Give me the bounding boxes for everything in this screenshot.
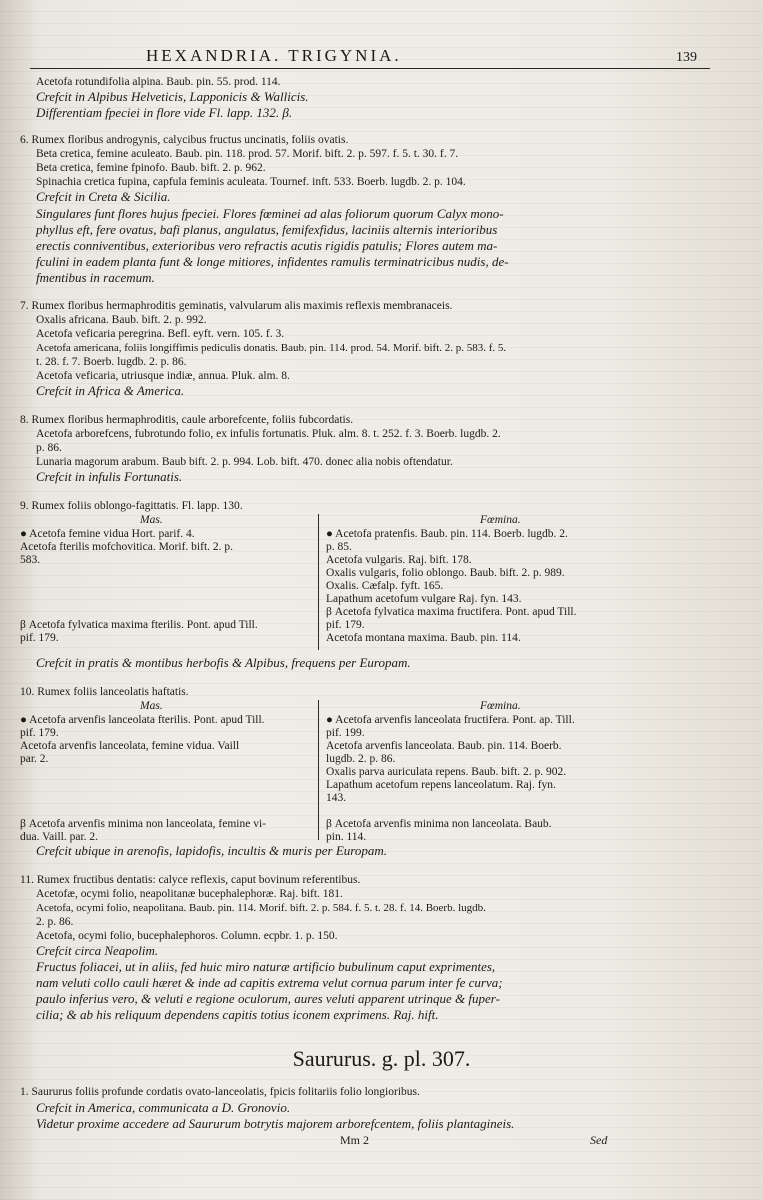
crescit-line: Crefcit in infulis Fortunatis. (36, 469, 183, 484)
foemina-entry: pif. 179. (326, 619, 365, 631)
mas-entry (20, 567, 310, 580)
foemina-entry: Oxalis parva auriculata repens. Baub. bift. 2. p. 902. (326, 766, 567, 778)
running-title: HEXANDRIA. TRIGYNIA. (146, 46, 402, 65)
foemina-entry: pin. 114. (326, 831, 367, 843)
description-line: Fructus foliacei, ut in aliis, fed huic miro naturæ artificio bubulinum caput exprimentes, (36, 959, 496, 974)
description-line: fculini in eadem planta funt & longe mitiores, infidentes ramulis terminatricibus nudis, de- (36, 254, 509, 269)
foemina-entry: ● Acetofa pratenfis. Baub. pin. 114. Boerb. lugdb. 2. (326, 528, 568, 540)
mas-entry (20, 792, 312, 805)
species-heading: 1. Saururus foliis profunde cordatis ovato-lanceolatis, fpicis folitariis folio longioribus. (20, 1086, 420, 1098)
signature-mark: Mm 2 (340, 1133, 370, 1147)
species-heading: 7. Rumex floribus hermaphroditis geminatis, valvularum alis maximis reflexis membranaceis. (20, 300, 453, 312)
running-header (0, 44, 763, 70)
synonym-line: Oxalis africana. Baub. bift. 2. p. 992. (36, 314, 207, 326)
foemina-entry: Acetofa montana maxima. Baub. pin. 114. (326, 632, 521, 644)
foemina-entry: β Acetofa arvenfis minima non lanceolata. Baub. (326, 818, 552, 830)
mas-entry: Acetofa fterilis mofchovitica. Morif. bift. 2. p. (20, 541, 234, 553)
description-line: cilia; & ab his reliquum dependens capitis totius iconem exprimens. Raj. hift. (36, 1007, 439, 1022)
synonym-line: Spinachia cretica fupina, capfula feminis aculeata. Tournef. inft. 533. Boerb. lugdb. 2. p. 104. (36, 176, 466, 188)
crescit-line: Crefcit in America, communicata a D. Gronovio. (36, 1100, 291, 1115)
synonym-line: Acetofa veficaria peregrina. Befl. eyft. vern. 105. f. 3. (36, 328, 285, 340)
mas-label: Mas. (140, 514, 163, 526)
species-heading: 10. Rumex foliis lanceolatis haftatis. (20, 686, 189, 698)
crescit-line: Crefcit in Africa & America. (36, 383, 185, 398)
foemina-entry: Acetofa arvenfis lanceolata. Baub. pin. 114. Boerb. (326, 740, 562, 752)
description-line: erectis conniventibus, exterioribus vero refractis acutis rigidis patulis; Flores autem ma- (36, 238, 498, 253)
synonym-line: Beta cretica, femine aculeato. Baub. pin. 118. prod. 57. Morif. bift. 2. p. 597. f. 5. t. 30. f. 7. (36, 148, 459, 160)
text-line: Acetofa rotundifolia alpina. Baub. pin. 55. prod. 114. (36, 76, 281, 88)
mas-entry (20, 606, 310, 619)
mas-entry: ● Acetofa femine vidua Hort. parif. 4. (20, 528, 195, 540)
mas-entry (20, 766, 312, 779)
foemina-entry (326, 805, 746, 818)
mas-entry (20, 779, 312, 792)
synonym-line: Acetofa, ocymi folio, neapolitana. Baub. pin. 114. Morif. bift. 2. p. 584. f. 5. t. 28. f. 14. Boerb. lugdb. (36, 902, 486, 914)
species-heading: 9. Rumex foliis oblongo-fagittatis. Fl. lapp. 130. (20, 500, 243, 512)
description-line: Videtur proxime accedere ad Saururum botrytis majorem arborefcentem, foliis plantagineis. (36, 1116, 515, 1131)
description-line: nam veluti collo cauli hæret & inde ad capitis extrema velut cornua parum inter fe curva; (36, 975, 503, 990)
foemina-entry: β Acetofa fylvatica maxima fructifera. Pont. apud Till. (326, 606, 577, 618)
crescit-line: Crefcit ubique in arenofis, lapidofis, incultis & muris per Europam. (36, 843, 387, 858)
mas-column (20, 528, 310, 645)
mas-entry: β Acetofa fylvatica maxima fterilis. Pont. apud Till. (20, 619, 258, 631)
crescit-line: Crefcit in Alpibus Helveticis, Lapponicis & Wallicis. (36, 89, 309, 104)
synonym-line: Beta cretica, femine fpinofo. Baub. bift. 2. p. 962. (36, 162, 266, 174)
mas-entry: β Acetofa arvenfis minima non lanceolata, femine vi- (20, 818, 266, 830)
foemina-entry: lugdb. 2. p. 86. (326, 753, 396, 765)
text-line: Differentiam fpeciei in flore vide Fl. lapp. 132. β. (36, 105, 293, 120)
synonym-line: Acetofa, ocymi folio, bucephalephoros. Column. ecpbr. 1. p. 150. (36, 930, 338, 942)
foemina-entry: Lapathum acetofum vulgare Raj. fyn. 143. (326, 593, 522, 605)
mas-column (20, 714, 312, 844)
synonym-line: Acetofa arborefcens, fubrotundo folio, ex infulis fortunatis. Pluk. alm. 8. t. 252. f. 3. Boerb. lugdb. 2. (36, 428, 501, 440)
mas-entry: pif. 179. (20, 727, 59, 739)
mas-entry: par. 2. (20, 753, 49, 765)
mas-entry: dua. Vaill. par. 2. (20, 831, 99, 843)
foemina-entry: Oxalis vulgaris, folio oblongo. Baub. bift. 2. p. 989. (326, 567, 565, 579)
mas-entry (20, 580, 310, 593)
species-heading: 11. Rumex fructibus dentatis: calyce reflexis, caput bovinum referentibus. (20, 874, 361, 886)
species-heading: 6. Rumex floribus androgynis, calycibus fructus uncinatis, foliis ovatis. (20, 134, 349, 146)
synonym-line: t. 28. f. 7. Boerb. lugdb. 2. p. 86. (36, 356, 187, 368)
synonym-line: Acetofa veficaria, utriusque indiæ, annua. Pluk. alm. 8. (36, 370, 290, 382)
genus-heading: Saururus. g. pl. 307. (292, 1046, 471, 1071)
description-line: Singulares funt flores hujus fpeciei. Flores fœminei ad alas foliorum quorum Calyx mono- (36, 206, 504, 221)
crescit-line: Crefcit circa Neapolim. (36, 943, 159, 958)
description-line: fmentibus in racemum. (36, 270, 155, 285)
column-divider (318, 514, 319, 650)
species-heading: 8. Rumex floribus hermaphroditis, caule arborefcente, foliis fubcordatis. (20, 414, 354, 426)
foemina-entry: pif. 199. (326, 727, 365, 739)
foemina-entry: Acetofa vulgaris. Raj. bift. 178. (326, 554, 472, 566)
foemina-entry: Oxalis. Cæfalp. fyft. 165. (326, 580, 444, 592)
synonym-line: 2. p. 86. (36, 916, 74, 928)
description-line: phyllus eft, fere ovatus, bafi planus, angulatus, femifexfidus, laciniis alternis interioribus (36, 222, 498, 237)
synonym-line: Acetofa americana, foliis longiffimis pediculis donatis. Baub. pin. 114. prod. 54. Morif. bift. 2. p. 583. f. 5. (36, 342, 507, 354)
crescit-line: Crefcit in pratis & montibus herbofis & Alpibus, frequens per Europam. (36, 655, 411, 670)
page-number: 139 (676, 50, 697, 65)
mas-entry: Acetofa arvenfis lanceolata, femine vidua. Vaill (20, 740, 240, 752)
foemina-entry: ● Acetofa arvenfis lanceolata fructifera. Pont. ap. Till. (326, 714, 575, 726)
foemina-entry: p. 85. (326, 541, 352, 553)
foemina-label: Fœmina. (480, 514, 521, 526)
mas-label: Mas. (140, 700, 163, 712)
mas-entry: pif. 179. (20, 632, 59, 644)
synonym-line: Lunaria magorum arabum. Baub bift. 2. p. 994. Lob. bift. 470. donec alia nobis oftendatur. (36, 456, 453, 468)
foemina-label: Fœmina. (480, 700, 521, 712)
foemina-column (326, 714, 746, 844)
description-line: paulo inferius vero, & veluti e regione oculorum, aures veluti apparent utrinque & fuper- (36, 991, 500, 1006)
synonym-line: Acetofæ, ocymi folio, neapolitanæ bucephalephoræ. Raj. bift. 181. (36, 888, 343, 900)
crescit-line: Crefcit in Creta & Sicilia. (36, 189, 171, 204)
foemina-entry: Lapathum acetofum repens lanceolatum. Raj. fyn. (326, 779, 556, 791)
mas-entry (20, 593, 310, 606)
foemina-entry: 143. (326, 792, 347, 804)
mas-entry: 583. (20, 554, 41, 566)
mas-entry (20, 805, 312, 818)
catchword: Sed (590, 1133, 608, 1147)
mas-entry: ● Acetofa arvenfis lanceolata fterilis. Pont. apud Till. (20, 714, 265, 726)
column-divider (318, 700, 319, 840)
synonym-line: p. 86. (36, 442, 62, 454)
foemina-column (326, 528, 746, 645)
header-rule (30, 68, 710, 69)
